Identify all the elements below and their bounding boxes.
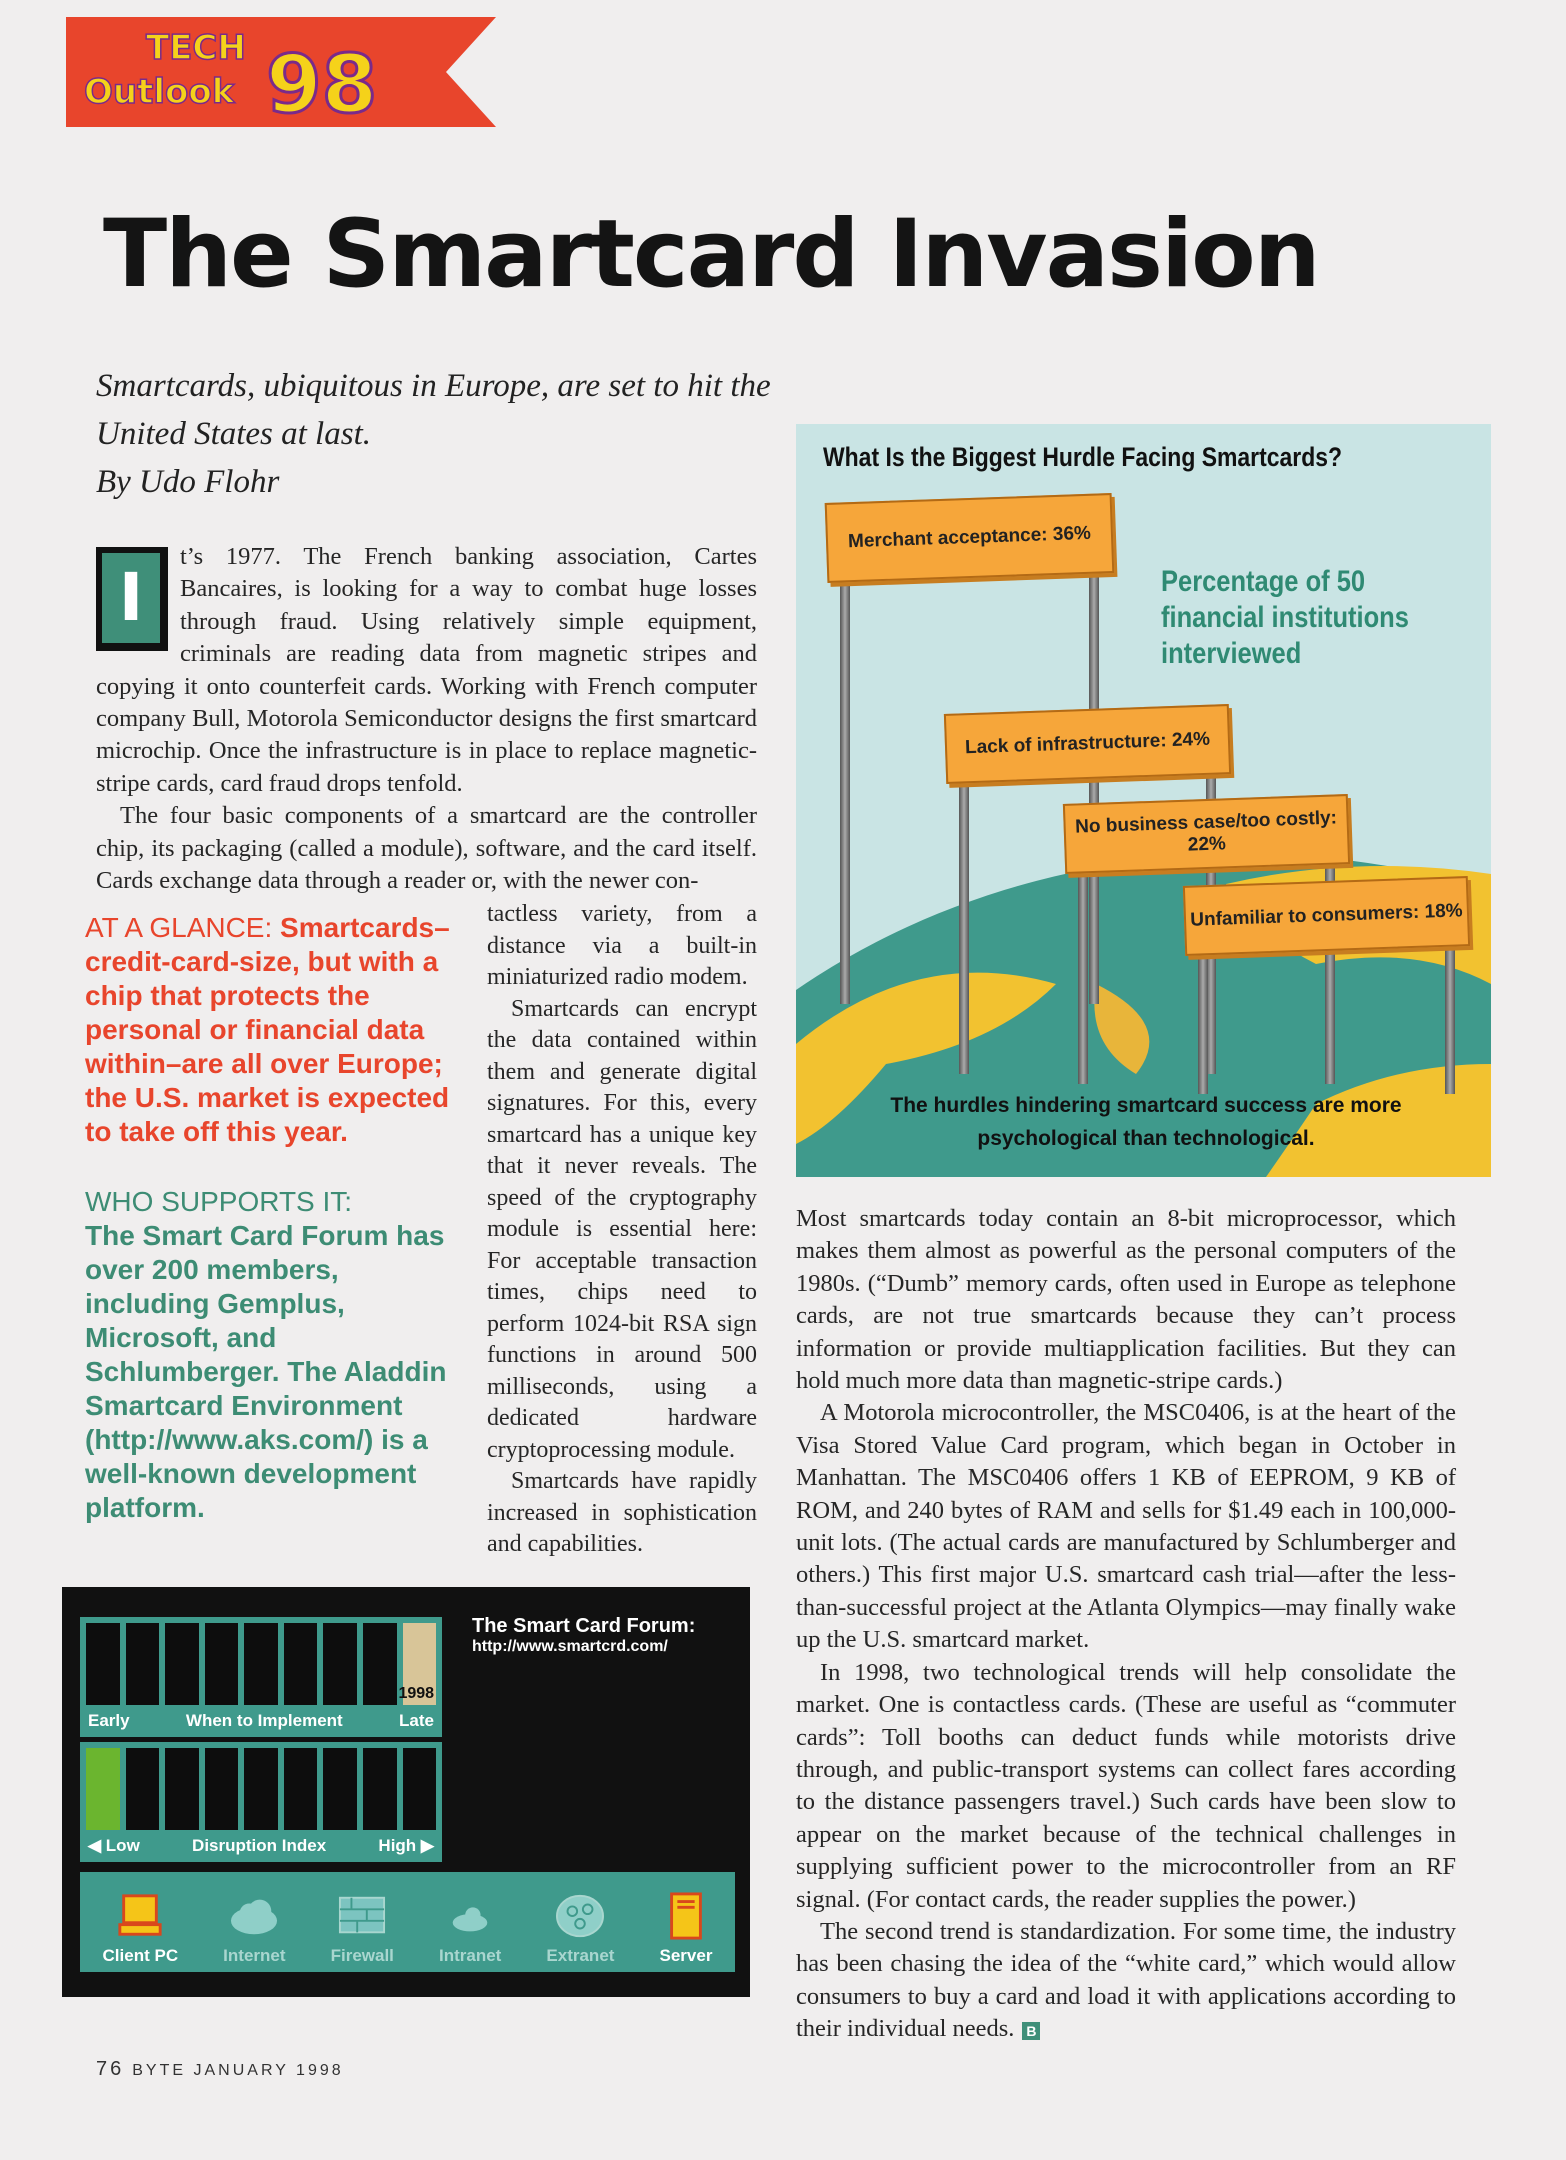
page-number: 76: [96, 2058, 125, 2080]
meter-segment: [363, 1748, 397, 1830]
meter-segment: [205, 1623, 239, 1705]
article-column-1: [96, 541, 757, 897]
forum-info: The Smart Card Forum: http://www.smartcrd.com/: [472, 1614, 696, 1655]
year-label: 1998: [398, 1684, 435, 1702]
drop-cap: [96, 547, 168, 651]
meter-segment: [165, 1748, 199, 1830]
meter-segment: [363, 1623, 397, 1705]
at-a-glance: AT A GLANCE: Smartcards–credit-card-size, but with a chip that protects the personal or financial data within–are all over Europe; the U.S. market is expected to take off this year.: [85, 912, 450, 1148]
meter-segment: [205, 1748, 239, 1830]
paragraph: A Motorola microcontroller, the MSC0406, is at the heart of the Visa Stored Value Card program, which began in October in Manhattan. The MSC0406 offers 1 KB of EEPROM, 9 KB of ROM, and 240 bytes of RAM and sells for $1.49 each in 100,000-unit lots. (The actual cards are manufactured by Schlumberger and others.) This first major U.S. smartcard cash trial—after the less-than-successful project at the Atlanta Olympics—may finally wake up the U.S. smartcard market.: [796, 1399, 1456, 1654]
drop-cap-letter: I: [102, 553, 160, 643]
paragraph: Smartcards have rapidly increased in sophistication and capabilities.: [487, 1468, 757, 1558]
disruption-meter: ◀ Low Disruption Index High ▶: [80, 1742, 442, 1862]
network-label: Intranet: [438, 1945, 502, 1965]
deck-text: Smartcards, ubiquitous in Europe, are set to hit the United States at last.: [96, 368, 771, 452]
meter-segment: [403, 1748, 437, 1830]
cloud-icon: [229, 1892, 279, 1940]
implement-meter: 1998 Early When to Implement Late: [80, 1617, 442, 1737]
cloud-icon: [445, 1892, 495, 1940]
paragraph: Most smartcards today contain an 8-bit microprocessor, which makes them almost as powerful as the personal computers of the 1980s. (“Dumb” memory cards, often used in Europe as telephone cards, are not true smartcards because they can’t process information or provide multiapplication facilities. But they can hold much more data than magnetic-stripe cards.): [796, 1205, 1456, 1395]
info-box: [62, 1587, 750, 1997]
left-flow: [85, 541, 757, 1997]
article-deck: [96, 362, 776, 506]
network-item: [546, 1892, 614, 1966]
network-item: [439, 1892, 501, 1966]
network-item: [660, 1892, 713, 1966]
meter-segment: [244, 1748, 278, 1830]
meter-segment: [323, 1748, 357, 1830]
meter-segment: [126, 1748, 160, 1830]
network-label: Firewall: [330, 1945, 394, 1965]
paragraph: The second trend is standardization. For some time, the industry has been chasing the idea of the “white card,” which would allow consumers to buy a card and load it with applications according to their individual needs. B: [796, 1917, 1456, 2043]
network-label: Extranet: [546, 1945, 615, 1965]
paragraph: The four basic components of a smartcard are the controller chip, its packaging (called a module), software, and the card itself. Cards exchange data through a reader or, with the newer con-: [96, 802, 757, 895]
hurdle-infographic: [796, 424, 1491, 1177]
banner-year: 98: [266, 38, 378, 127]
meter-segment: [165, 1623, 199, 1705]
hurdle-sign: No business case/too costly: 22%: [1063, 794, 1350, 874]
extranet-icon: [555, 1892, 605, 1940]
meter-segment: [86, 1748, 120, 1830]
article-column-2: [487, 899, 757, 1561]
network-item: [223, 1892, 285, 1966]
meter-segment: [398, 1623, 437, 1705]
byline: By Udo Flohr: [96, 464, 280, 500]
who-supports-it: WHO SUPPORTS IT: The Smart Card Forum has over 200 members, including Gemplus, Microsoft, and Schlumberger. The Aladdin Smartcard Environment (http://www.aks.com/) is a well-known development platform.: [85, 1186, 447, 1524]
paragraph: tactless variety, from a distance via a built-in miniaturized radio modem.: [487, 901, 757, 991]
hurdle-sign: Merchant acceptance: 36%: [825, 493, 1115, 583]
end-mark-icon: B: [1022, 2022, 1040, 2040]
tech-outlook-98-logo: [66, 17, 496, 127]
network-item: [331, 1892, 394, 1966]
meter-segment: [323, 1623, 357, 1705]
firewall-icon: [337, 1892, 387, 1940]
article-column-3: [796, 1203, 1456, 2046]
meter-segment: [126, 1623, 160, 1705]
paragraph: Smartcards can encrypt the data contained within them and generate digital signatures. For this, every smartcard has a unique key that it never reveals. The speed of the cryptography module is essential here: For acceptable transaction times, chips need to perform 1024-bit RSA sign functions in around 500 milliseconds, using a dedicated hardware cryptoprocessing module.: [487, 995, 757, 1463]
chart-title: What Is the Biggest Hurdle Facing Smartcards?: [823, 442, 1343, 472]
sidebar: [85, 911, 450, 1525]
meter-segment: [86, 1623, 120, 1705]
banner-line1: TECH: [146, 28, 246, 68]
hurdle-sign: Lack of infrastructure: 24%: [944, 704, 1231, 784]
computer-icon: [115, 1892, 165, 1940]
meter-segment: [284, 1623, 318, 1705]
sidebar-row: [85, 899, 757, 1561]
sign-post: [840, 518, 850, 1004]
server-icon: [661, 1892, 711, 1940]
network-label: Internet: [223, 1945, 286, 1965]
network-label: Client PC: [102, 1945, 179, 1965]
network-label: Server: [659, 1945, 713, 1965]
paragraph: t’s 1977. The French banking association, Cartes Bancaires, is looking for a way to combat huge losses through fraud. Using relatively simple equipment, criminals are reading data from magnetic stripes and copying it onto counterfeit cards. Working with French computer company Bull, Motorola Semiconductor designs the first smartcard microchip. Once the infrastructure is in place to replace magnetic-stripe cards, card fraud drops tenfold.: [96, 543, 757, 797]
hurdle-sign: Unfamiliar to consumers: 18%: [1183, 876, 1470, 956]
article-title: The Smartcard Invasion: [103, 200, 1319, 309]
page-footer: 76 BYTE JANUARY 1998: [96, 2058, 344, 2080]
banner-line2: Outlook: [84, 72, 235, 112]
meter-segment: [244, 1623, 278, 1705]
paragraph: In 1998, two technological trends will help consolidate the market. One is contactless cards. (These are useful as “commuter cards”: Toll booths can deduct funds while motorists drive through, and public-transport systems can collect fares according to the distance passengers travel.) Such cards have been slow to appear on the market because of the technical challenges in supplying sufficient power to the microcontroller from an RF signal. (For contact cards, the reader supplies the power.): [796, 1658, 1456, 1913]
meter-segment: [284, 1748, 318, 1830]
chart-caption: The hurdles hindering smartcard success are more psychological than technological.: [890, 1094, 1402, 1150]
chart-subtitle: Percentage of 50 financial institutions interviewed: [1161, 565, 1409, 670]
network-item: [103, 1892, 179, 1966]
network-diagram: [80, 1872, 735, 1972]
